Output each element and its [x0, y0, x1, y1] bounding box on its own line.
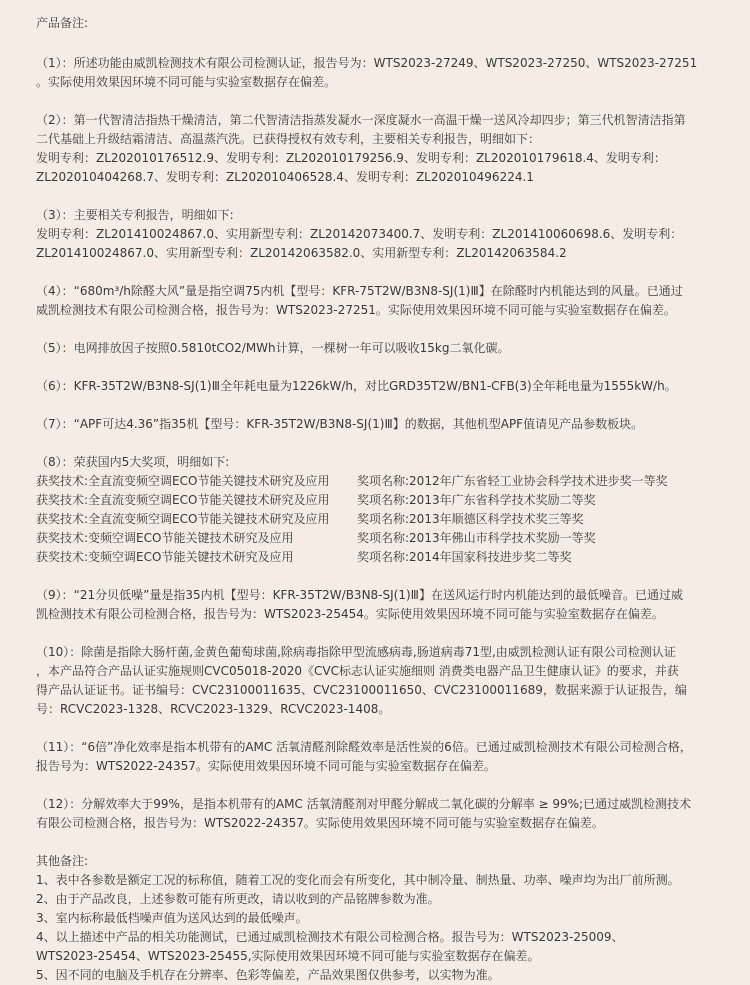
- note-block: [36, 339, 736, 358]
- note-line: 得产品认证证书。证书编号：CVC23100011635、CVC23100011650、CVC23100011689，数据来源于认证报告，编: [36, 683, 687, 697]
- other-note-line: WTS2023-25454、WTS2023-25455,实际使用效果因环境不同可能与实验室数据存在偏差。: [36, 949, 540, 963]
- award-row: [36, 491, 736, 510]
- note-block: [36, 795, 736, 833]
- awards-list: [36, 472, 736, 567]
- note-line: （12）：分解效率大于99%，是指本机带有的AMC 活氧清醛剂对甲醛分解成二氧化碳的分解率 ≥ 99%;已通过威凯检测技术: [36, 797, 692, 811]
- note-line: （7）：“APF可达4.36”指35机【型号：KFR-35T2W/B3N8-SJ(1)Ⅲ】的数据，其他机型APF值请见产品参数板块。: [36, 417, 644, 431]
- note-line: 威凯检测技术有限公司检测合格，报告号为：WTS2023-27251。实际使用效果因环境不同可能与实验室数据存在偏差。: [36, 303, 676, 317]
- notes-section-1: [36, 35, 736, 434]
- award-tech: 获奖技术:全直流变频空调ECO节能关键技术研究及应用: [36, 474, 330, 488]
- other-note-line: 3、室内标称最低档噪声值为送风达到的最低噪声。: [36, 911, 308, 925]
- note-block: [36, 738, 736, 776]
- award-row: [36, 510, 736, 529]
- award-prize: 奖项名称:2014年国家科技进步奖二等奖: [357, 550, 572, 564]
- note-line: （9）：“21分贝低噪”量是指35内机【型号：KFR-35T2W/B3N8-SJ(1)Ⅲ】在送风运行时内机能达到的最低噪音。已通过威: [36, 588, 683, 602]
- note-block: [36, 377, 736, 396]
- note-line: 号：RCVC2023-1328、RCVC2023-1329、RCVC2023-1408。: [36, 702, 391, 716]
- note-block: [36, 586, 736, 624]
- note-line: 有限公司检测合格，报告号为：WTS2022-24357。实际使用效果因环境不同可能与实验室数据存在偏差。: [36, 816, 604, 830]
- note-block: [36, 643, 736, 719]
- award-prize: 奖项名称:2013年广东省科学技术奖励二等奖: [357, 493, 596, 507]
- award-tech: 获奖技术:变频空调ECO节能关键技术研究及应用: [36, 531, 294, 545]
- note-line: 发明专利：ZL202010176512.9、发明专利：ZL202010179256.9、发明专利：ZL202010179618.4、发明专利：: [36, 151, 666, 165]
- award-prize: 奖项名称:2013年顺德区科学技术奖三等奖: [357, 512, 584, 526]
- document-title: 产品备注:: [36, 16, 89, 30]
- note-line: （5）：电网排放因子按照0.5810tCO2/MWh计算，一棵树一年可以吸收15kg二氧化碳。: [36, 341, 510, 355]
- note-line: ZL202010404268.7、发明专利：ZL202010406528.4、发明专利：ZL202010496224.1: [36, 170, 534, 184]
- note-line: 凯检测技术有限公司检测合格，报告号为：WTS2023-25454。实际使用效果因环境不同可能与实验室数据存在偏差。: [36, 607, 664, 621]
- note-line: 二代基础上升级结霜清洁、高温蒸汽洗。已获得授权有效专利，主要相关专利报告，明细如下：: [36, 132, 541, 146]
- other-note-line: 4、以上描述中产品的相关功能测试，已通过威凯检测技术有限公司检测合格。报告号为：WTS2023-25009、: [36, 930, 624, 944]
- award-row: [36, 472, 736, 491]
- award-tech: 获奖技术:变频空调ECO节能关键技术研究及应用: [36, 550, 294, 564]
- note-line: （11）：“6倍”净化效率是指本机带有的AMC 活氧清醛剂除醛效率是活性炭的6倍。已通过威凯检测技术有限公司检测合格，: [36, 740, 692, 754]
- award-prize: 奖项名称:2012年广东省轻工业协会科学技术进步奖一等奖: [357, 474, 668, 488]
- note-line: （3）：主要相关专利报告，明细如下:: [36, 208, 234, 222]
- award-row: [36, 529, 736, 548]
- note-8-heading: （8）：荣获国内5大奖项，明细如下:: [36, 455, 230, 469]
- other-notes: [36, 852, 736, 985]
- note-block: [36, 206, 736, 263]
- note-line: （2）：第一代智清洁指热干燥清洁，第二代智清洁指蒸发凝水一深度凝水一高温干燥一送风冷却四步；第三代机智清洁指第: [36, 113, 686, 127]
- note-line: （10）：除菌是指除大肠杆菌,金黄色葡萄球菌,除病毒指除甲型流感病毒,肠道病毒71型,由威凯检测认证有限公司检测认证: [36, 645, 676, 659]
- note-line: 发明专利：ZL201410024867.0、实用新型专利：ZL20142073400.7、发明专利：ZL201410060698.6、发明专利：: [36, 227, 683, 241]
- other-note-line: 1、表中各参数是额定工况的标称值，随着工况的变化而会有所变化，其中制冷量、制热量、功率、噪声均为出厂前所测。: [36, 873, 680, 887]
- award-tech: 获奖技术:全直流变频空调ECO节能关键技术研究及应用: [36, 493, 330, 507]
- other-note-line: 5、因不同的电脑及手机存在分辨率、色彩等偏差，产品效果图仅供参考，以实物为准。: [36, 968, 500, 982]
- other-note-line: 2、由于产品改良，上述参数可能有所更改，请以收到的产品铭牌参数为准。: [36, 892, 440, 906]
- note-block: [36, 54, 736, 92]
- note-line: ，本产品符合产品认证实施规则CVC05018-2020《CVC标志认证实施细则 消费类电器产品卫生健康认证》的要求，并获: [36, 664, 679, 678]
- note-block: [36, 282, 736, 320]
- note-line: ZL201410024867.0、实用新型专利：ZL20142063582.0、实用新型专利：ZL20142063584.2: [36, 246, 567, 260]
- note-line: （4）：“680m³/h除醛大风”量是指空调75内机【型号：KFR-75T2W/B3N8-SJ(1)Ⅲ】在除醛时内机能达到的风量。已通过: [36, 284, 683, 298]
- award-row: [36, 548, 736, 567]
- award-tech: 获奖技术:全直流变频空调ECO节能关键技术研究及应用: [36, 512, 330, 526]
- note-block: [36, 415, 736, 434]
- note-8-awards: [36, 453, 736, 567]
- note-line: 。实际使用效果因环境不同可能与实验室数据存在偏差。: [36, 75, 337, 89]
- note-line: （1）：所述功能由威凯检测技术有限公司检测认证，报告号为：WTS2023-27249、WTS2023-27250、WTS2023-27251: [36, 56, 698, 70]
- note-block: [36, 111, 736, 187]
- note-line: 报告号为：WTS2022-24357。实际使用效果因环境不同可能与实验室数据存在偏差。: [36, 759, 496, 773]
- note-line: （6）：KFR-35T2W/B3N8-SJ(1)Ⅲ全年耗电量为1226kW/h，对比GRD35T2W/BN1-CFB(3)全年耗电量为1555kW/h。: [36, 379, 677, 393]
- notes-section-2: [36, 567, 736, 833]
- award-prize: 奖项名称:2013年佛山市科学技术奖励一等奖: [357, 531, 596, 545]
- other-notes-heading: 其他备注:: [36, 854, 89, 868]
